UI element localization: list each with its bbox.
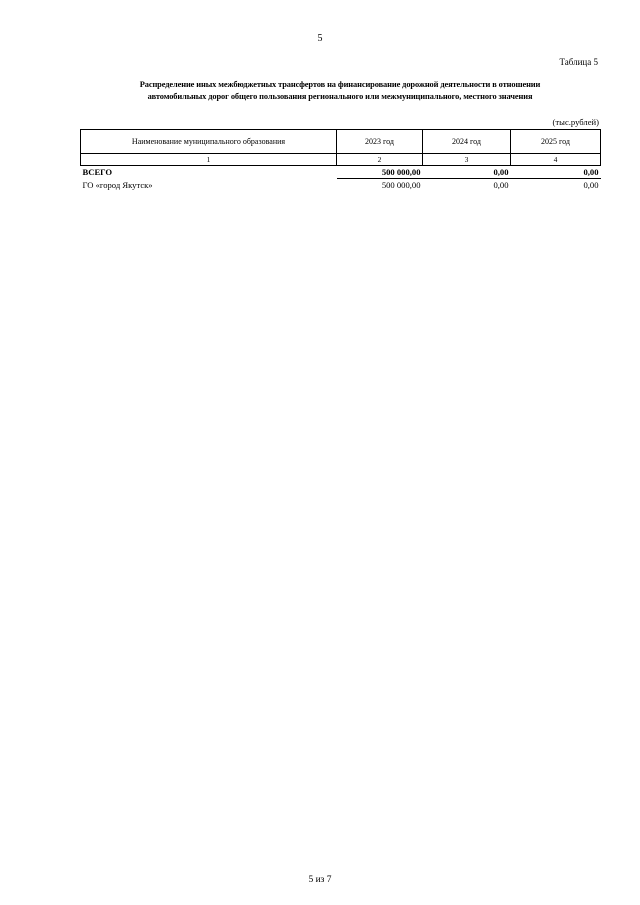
header-2024: 2024 год — [423, 130, 511, 154]
row-value-2024: 0,00 — [493, 180, 509, 190]
title-line-2: автомобильных дорог общего пользования регионального или межмуниципального, местного значения — [147, 92, 533, 101]
table-row — [81, 179, 601, 192]
row-value-2024: 0,00 — [423, 166, 511, 179]
transfers-table — [80, 129, 601, 191]
table-row-total — [81, 166, 601, 179]
page-footer: 5 из 7 — [308, 875, 332, 885]
header-municipality: Наименование муниципального образования — [81, 130, 337, 154]
table-label: Таблица 5 — [559, 57, 598, 67]
row-value-2025: 0,00 — [511, 166, 601, 179]
column-number: 1 — [81, 154, 337, 166]
row-name: ВСЕГО — [82, 167, 113, 178]
document-title — [80, 79, 600, 103]
column-number: 4 — [511, 154, 601, 166]
page-number: 5 — [317, 33, 323, 44]
header-2025: 2025 год — [511, 130, 601, 154]
title-line-1: Распределение иных межбюджетных трансфертов на финансирование дорожной деятельности в отношении — [139, 80, 541, 89]
row-name: ГО «город Якутск» — [82, 179, 153, 190]
row-value-2023: 500 000,00 — [381, 180, 421, 190]
unit-label: (тыс.рублей) — [552, 117, 599, 127]
column-number-row — [81, 154, 601, 166]
header-row — [81, 130, 601, 154]
row-value-2025: 0,00 — [583, 180, 599, 190]
column-number: 2 — [337, 154, 423, 166]
column-number: 3 — [423, 154, 511, 166]
header-2023: 2023 год — [337, 130, 423, 154]
row-value-2023: 500 000,00 — [337, 166, 423, 179]
